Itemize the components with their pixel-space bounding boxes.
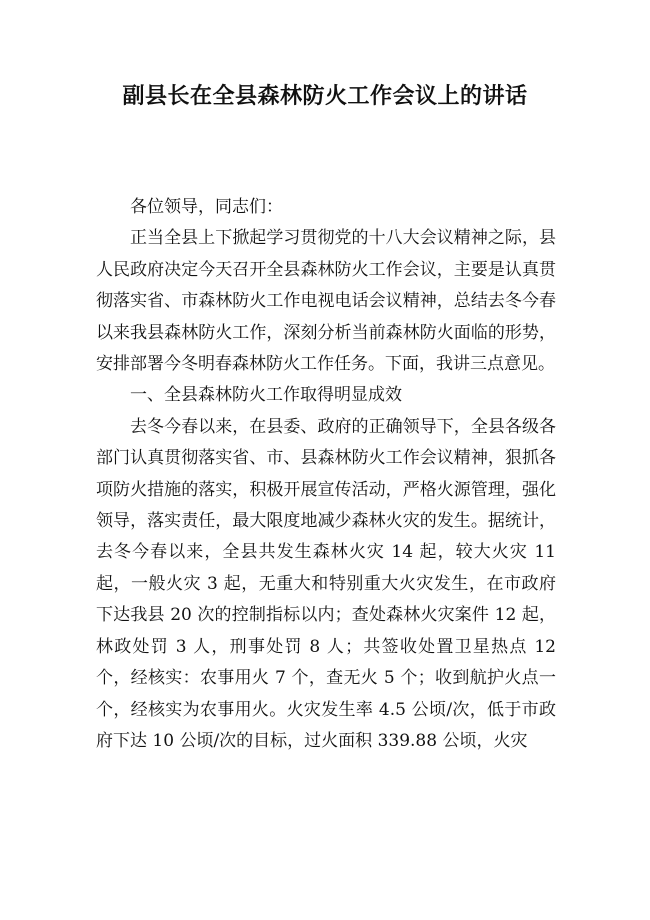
intro-paragraph: 正当全县上下掀起学习贯彻党的十八大会议精神之际，县人民政府决定今天召开全县森林防火工作会议，主要是认真贯彻落实省、市森林防火工作电视电话会议精神，总结去冬今春以来我县森林防火工作，深刻分析当前森林防火面临的形势，安排部署今冬明春森林防火工作任务。下面，我讲三点意见。 (96, 228, 556, 375)
document-body (96, 192, 556, 757)
document-title: 副县长在全县森林防火工作会议上的讲话 (122, 84, 528, 109)
salutation: 各位领导，同志们： (130, 197, 283, 217)
section-1-paragraph: 去冬今春以来，在县委、政府的正确领导下，全县各级各部门认真贯彻落实省、市、县森林防火工作会议精神，狠抓各项防火措施的落实，积极开展宣传活动，严格火源管理，强化领导，落实责任，最大限度地减少森林火灾的发生。据统计，去冬今春以来，全县共发生森林火灾 14 起，较大火灾 11 起，一般火灾 3 起，无重大和特别重大火灾发生，在市政府下达我县 20 次的控制指标以内；查处森林火灾案件 12 起，林政处罚 3 人，刑事处罚 8 人；共签收处置卫星热点 12 个，经核实：农事用火 7 个，查无火 5 个；收到航护火点一个，经核实为农事用火。火灾发生率 4.5 公顷/次，低于市政府下达 10 公顷/次的目标，过火面积 339.88 公顷，火灾 (96, 416, 556, 751)
section-1-heading: 一、全县森林防火工作取得明显成效 (130, 385, 402, 406)
